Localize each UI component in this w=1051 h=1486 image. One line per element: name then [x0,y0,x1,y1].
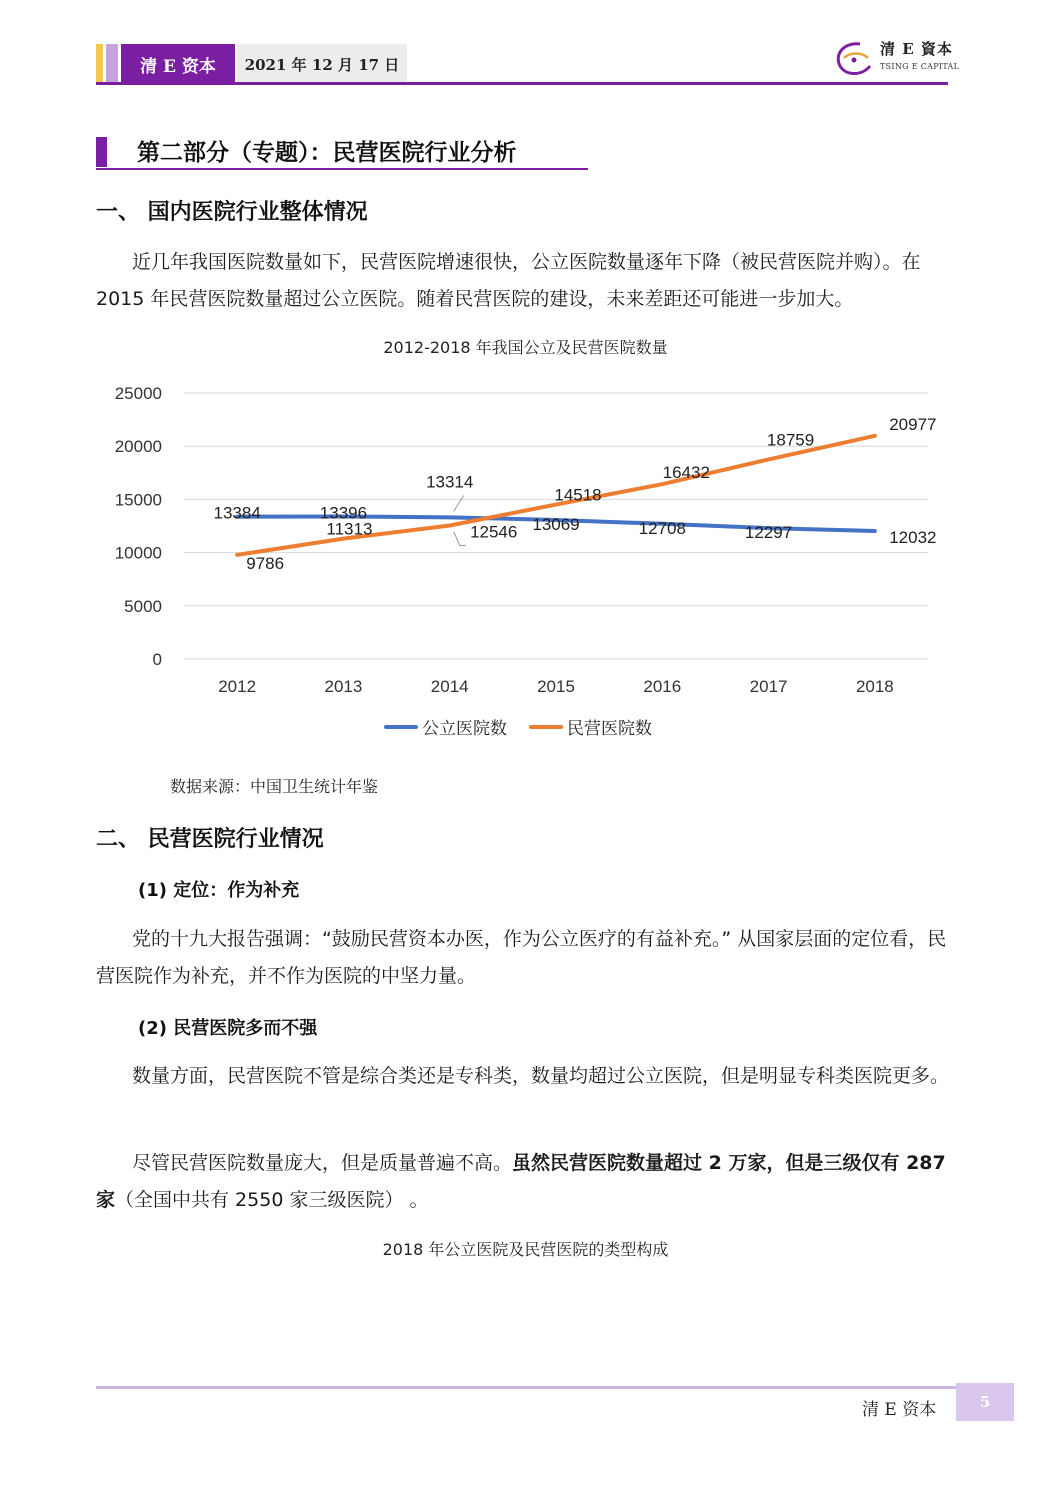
data-label: 12297 [744,523,793,543]
data-label: 16432 [662,463,710,483]
data-label: 20977 [889,414,937,434]
data-label: 13069 [532,514,580,534]
x-tick-label: 2018 [855,677,894,696]
header-accent-yellow [96,44,103,84]
y-tick-label: 5000 [124,596,162,616]
legend-label-public: 公立医院数 [422,719,507,739]
header-accent-lavender [106,44,118,84]
section-marker [96,137,107,167]
paragraph-quantity: 数量方面，民营医院不管是综合类还是专科类，数量均超过公立医院，但是明显专科类医院更多。 [132,1065,950,1087]
hospital-count-line-chart [96,370,956,710]
data-label: 18759 [766,430,815,450]
header-rule [96,82,948,85]
page-number: 5 [956,1383,1014,1421]
chart-title: 2012-2018 年我国公立及民营医院数量 [383,338,668,357]
quality-text-b: （全国中共有 2550 家三级医院） 。 [115,1189,429,1211]
data-label: 12546 [470,522,518,542]
data-label: 12708 [638,518,686,538]
data-label: 13396 [319,503,368,523]
data-label: 13314 [426,472,474,492]
data-label: 14518 [554,485,602,505]
x-tick-label: 2013 [324,677,363,696]
chart-legend [384,714,652,739]
data-label: 11313 [326,519,373,539]
y-tick-label: 20000 [114,437,162,457]
section-title: 第二部分（专题）：民营医院行业分析 [137,140,517,166]
logo-chinese-text: 清 E 資本 [880,40,953,58]
legend-swatch-private [529,725,563,729]
legend-swatch-public [384,725,418,729]
y-tick-label: 0 [152,650,162,669]
y-tick-label: 10000 [114,543,162,563]
footer-brand: 清 E 资本 [862,1400,937,1420]
x-tick-label: 2017 [749,677,788,696]
legend-item-public [384,714,507,739]
paragraph-hospital-overview: 近几年我国医院数量如下，民营医院增速很快，公立医院数量逐年下降（被民营医院并购）。在 2015 年民营医院数量超过公立医院。随着民营医院的建设，未来差距还可能进一步加大。 [96,251,921,310]
caption-2018-composition: 2018 年公立医院及民营医院的类型构成 [382,1240,669,1259]
legend-item-private [529,714,652,739]
section-underline [96,168,588,170]
header-date: 2021 年 12 月 17 日 [237,44,407,84]
data-label: 9786 [246,553,285,573]
x-tick-label: 2016 [643,677,682,696]
data-label: 12032 [889,527,937,547]
subheading-many-not-strong: (2) 民营医院多而不强 [138,1018,318,1039]
subheading-positioning: (1) 定位：作为补充 [138,880,300,901]
header-brand: 清 E 资本 [121,44,235,84]
y-tick-label: 15000 [114,490,162,510]
paragraph-quality [96,1145,958,1219]
legend-label-private: 民营医院数 [567,719,652,739]
footer-rule [96,1386,958,1389]
leader-line [454,532,466,546]
data-source: 数据来源：中国卫生统计年鉴 [170,777,379,796]
leader-line [454,495,464,511]
quality-text-a: 尽管民营医院数量庞大，但是质量普遍不高。 [132,1152,513,1174]
heading-part-2: 二、 民营医院行业情况 [96,827,324,852]
paragraph-positioning: 党的十九大报告强调：“鼓励民营资本办医，作为公立医疗的有益补充。” 从国家层面的定位看，民营医院作为补充，并不作为医院的中坚力量。 [96,928,947,987]
heading-part-1: 一、 国内医院行业整体情况 [96,200,368,225]
logo-english-text: TSING E CAPITAL [880,62,960,71]
x-tick-label: 2015 [537,677,575,696]
x-tick-label: 2014 [430,677,469,696]
data-label: 13384 [213,503,261,523]
y-tick-label: 25000 [114,384,162,403]
x-tick-label: 2012 [218,677,257,696]
quality-text-bold: 虽然民营医院数量超过 2 万家，但是三级仅有 287 家 [96,1152,946,1211]
